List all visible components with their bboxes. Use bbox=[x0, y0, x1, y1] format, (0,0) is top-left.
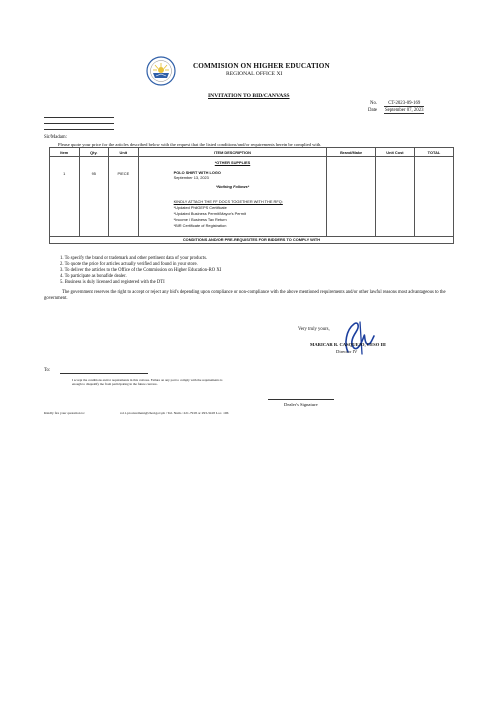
desc-nothing-follows: *Nothing Follows* bbox=[215, 184, 250, 189]
acceptance-text: I accept the conditions and/or requirements in this canvass. Failure on any part to comply with the requirements is enough to disqualify me from participating in the future canvass. bbox=[72, 378, 223, 387]
number-value: CT-2023-09-169 bbox=[384, 101, 424, 107]
item-total bbox=[414, 157, 453, 237]
list-item: 1. To specify the brand or trademark and other pertinent data of your products. bbox=[60, 256, 208, 261]
salutation: Sir/Madam: bbox=[44, 135, 67, 140]
agency-title: COMMISION ON HIGHER EDUCATION bbox=[193, 62, 330, 70]
item-brand bbox=[327, 157, 376, 237]
col-description: ITEM DESCRIPTION bbox=[138, 148, 327, 157]
item-number: 1 bbox=[50, 157, 80, 237]
desc-requirement: *Income / Business Tax Return bbox=[173, 217, 227, 222]
desc-requirement: *Updated PhilGEPS Certificate bbox=[173, 205, 227, 210]
number-label: No. bbox=[370, 101, 378, 106]
item-unit-cost bbox=[375, 157, 414, 237]
item-description bbox=[138, 157, 327, 237]
item-unit: PIECE bbox=[109, 157, 139, 237]
conditions-header: CONDITIONS AND/OR PRE-REQUISITES FOR BIDDERS TO COMPLY WITH bbox=[50, 237, 454, 244]
col-unit-cost: Unit Cost bbox=[375, 148, 414, 157]
desc-requirement: *Updated Business Permit/Mayor's Permit bbox=[173, 211, 246, 216]
document-date bbox=[368, 108, 424, 114]
list-item: 3. To deliver the articles to the Office of the Commission on Higher Education-RO XI bbox=[60, 267, 222, 273]
list-item: 2. To quote the price for articles actually verified and found in your store. bbox=[60, 261, 198, 267]
closing-text: Very truly yours, bbox=[298, 327, 330, 332]
agency-subtitle: REGIONAL OFFICE XI bbox=[226, 71, 283, 77]
desc-requirement: *BIR Certificate of Registration bbox=[173, 223, 227, 228]
to-line bbox=[60, 373, 148, 374]
col-item: Item bbox=[50, 148, 80, 157]
addressee-line-3 bbox=[44, 129, 114, 130]
signatory-name: MARICAR R. CASQUEJO, CESO III bbox=[310, 342, 386, 347]
table-header-row bbox=[50, 148, 454, 157]
intro-text: Please quote your price for the articles described below with the request that the listed conditions/and/or requirements herein be complied with. bbox=[58, 142, 322, 147]
reservation-paragraph: The government reserves the right to accept or reject any bid's depending upon compliance or non-compliance with the above mentioned requirements and/or other lawful reasons most advantageous to the government. bbox=[44, 290, 446, 301]
conditions-header-row bbox=[50, 237, 454, 244]
desc-attach-note: KINDLY ATTACH THE FF DOCS TOGETHER WITH THE RFQ: bbox=[173, 199, 283, 204]
ched-seal-logo bbox=[146, 56, 176, 86]
item-qty: 95 bbox=[79, 157, 109, 237]
contact-details: ro11.procurement@ched.gov.ph / Tel. Num.: 221-7918 or 293-3418 Loc. 106 bbox=[120, 411, 229, 415]
document-title: INVITATION TO BID/CANVASS bbox=[208, 93, 290, 99]
items-table bbox=[49, 147, 454, 244]
desc-item-date: September 13, 2023 bbox=[173, 175, 209, 180]
fax-instruction: Kindly fax your quotation to: bbox=[44, 411, 86, 415]
addressee-line-2 bbox=[44, 123, 114, 124]
dealer-signature-label: Dealer's Signature bbox=[284, 402, 318, 407]
signatory-title: Director IV bbox=[336, 349, 358, 354]
col-total: TOTAL bbox=[414, 148, 453, 157]
col-unit: Unit bbox=[109, 148, 139, 157]
col-qty: Qty. bbox=[79, 148, 109, 157]
date-label: Date bbox=[368, 108, 378, 113]
desc-category: *OTHER SUPPLIES bbox=[214, 160, 251, 165]
to-label: To: bbox=[44, 368, 51, 373]
addressee-line-1 bbox=[44, 117, 114, 118]
col-brand: Brand/Make bbox=[327, 148, 376, 157]
list-item: 4. To participate as bonafide dealer. bbox=[60, 273, 127, 279]
document-number bbox=[370, 101, 424, 107]
dealer-signature-line bbox=[268, 399, 334, 400]
desc-item-name: POLO SHIRT WITH LOGO bbox=[173, 170, 221, 175]
conditions-list bbox=[60, 256, 221, 286]
list-item: 5. Business is duly licensed and registered with the DTI bbox=[60, 279, 165, 285]
date-value: September 07, 2023 bbox=[385, 108, 424, 113]
table-row bbox=[50, 157, 454, 237]
